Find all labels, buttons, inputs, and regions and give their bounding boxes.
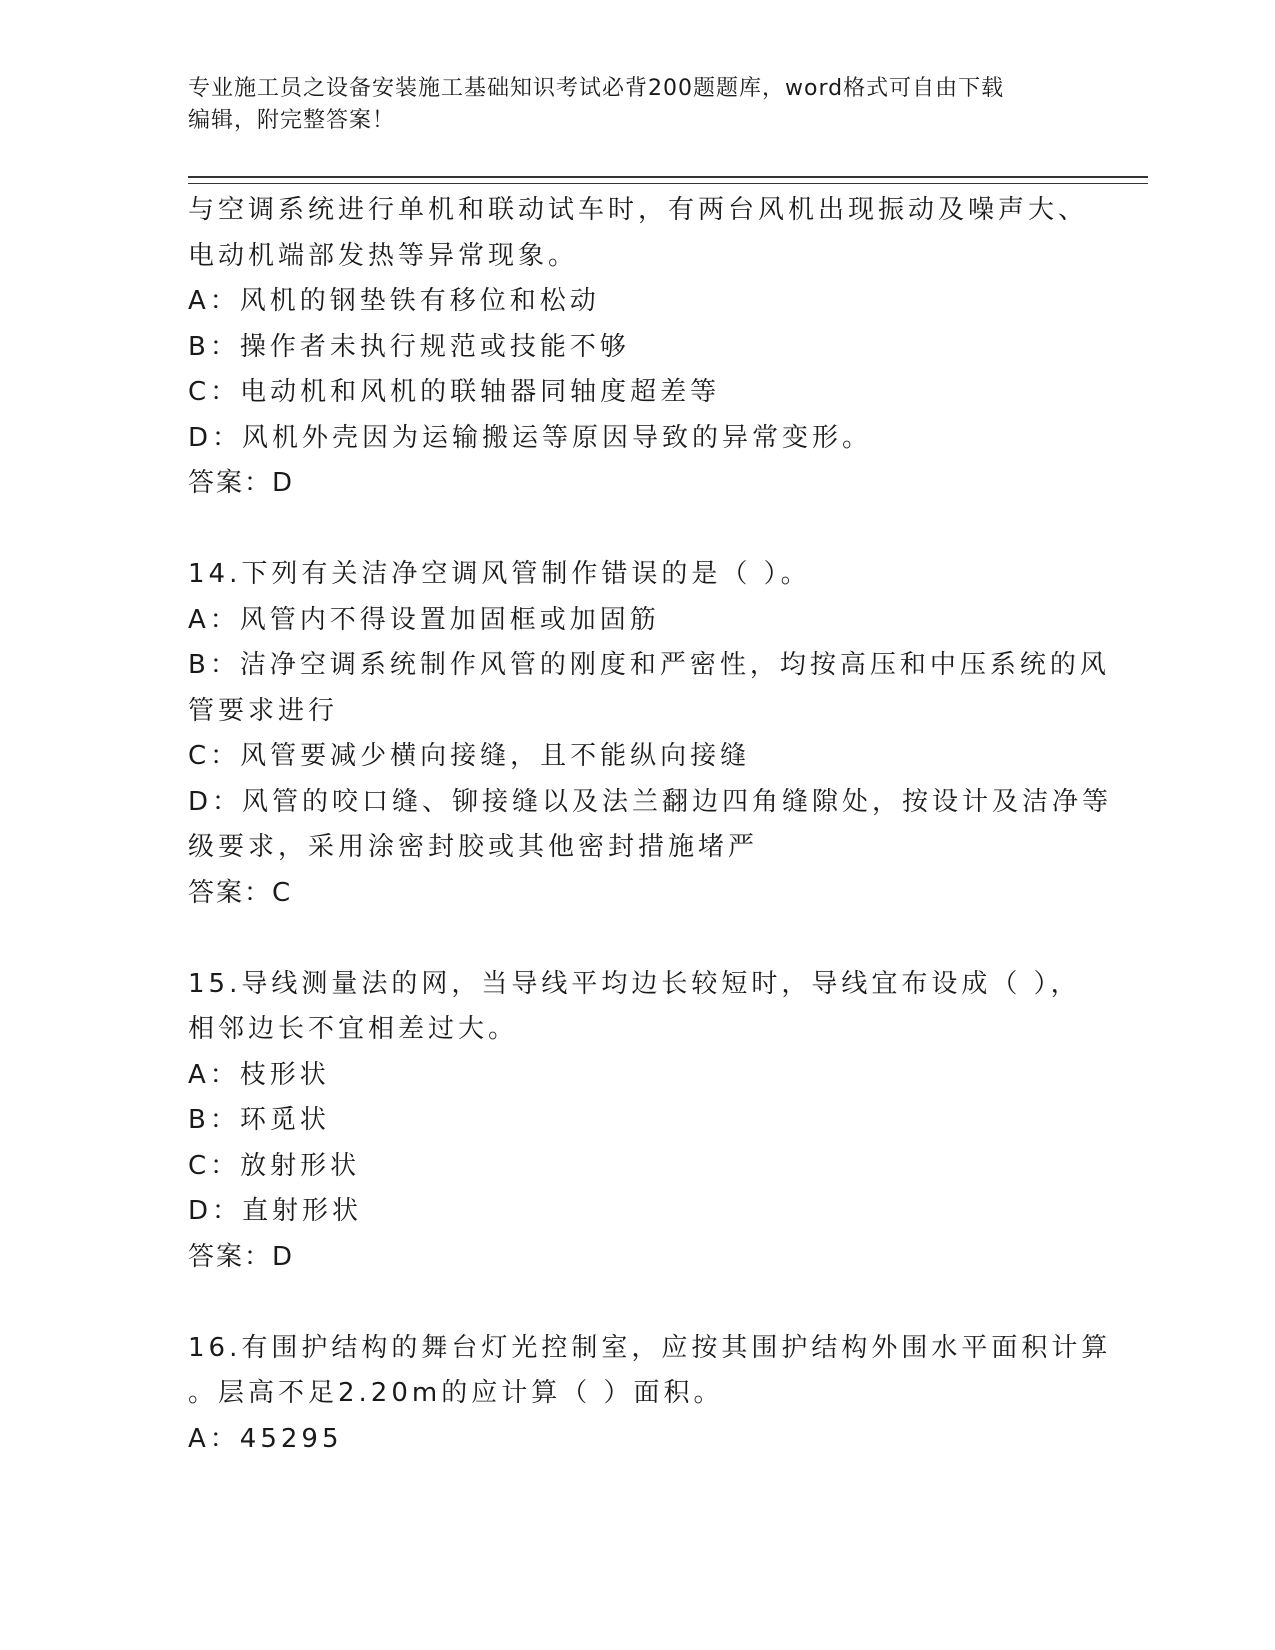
answer-text: 答案：C xyxy=(188,877,293,908)
question-stem: 。层高不足2.20m的应计算（ ）面积。 xyxy=(188,1378,724,1408)
question-stem: 16.有围护结构的舞台灯光控制室，应按其围护结构外围水平面积计算 xyxy=(188,1332,1112,1363)
option-d: D：风机外壳因为运输搬运等原因导致的异常变形。 xyxy=(188,422,873,453)
option-a: A：风管内不得设置加固框或加固筋 xyxy=(188,604,660,635)
spacer xyxy=(188,507,1088,553)
question-stem: 与空调系统进行单机和联动试车时，有两台风机出现振动及噪声大、 xyxy=(188,195,1089,225)
question-14 xyxy=(188,552,1113,916)
question-15 xyxy=(188,962,1088,1281)
spacer xyxy=(188,916,1088,962)
question-list xyxy=(188,188,1113,1462)
option-b: B：操作者未执行规范或技能不够 xyxy=(188,331,630,362)
header-divider-thin xyxy=(188,183,1148,184)
header-divider-thick xyxy=(188,176,1148,178)
option-c: C：电动机和风机的联轴器同轴度超差等 xyxy=(188,377,721,407)
option-a: A：45295 xyxy=(188,1423,343,1454)
answer-text: 答案：D xyxy=(188,468,295,498)
option-b-cont: 管要求进行 xyxy=(188,695,339,726)
option-a: A：枝形状 xyxy=(188,1059,330,1090)
header-title-line-2: 编辑，附完整答案！ xyxy=(188,108,396,133)
question-stem: 15.导线测量法的网，当导线平均边长较短时，导线宜布设成（ ）， xyxy=(188,968,1081,999)
option-d-cont: 级要求，采用涂密封胶或其他密封措施堵严 xyxy=(188,832,759,862)
document-header xyxy=(188,73,1068,137)
spacer xyxy=(188,1280,1088,1326)
question-stem: 相邻边长不宜相差过大。 xyxy=(188,1014,519,1044)
option-c: C：风管要减少横向接缝，且不能纵向接缝 xyxy=(188,741,751,771)
question-13 xyxy=(188,188,1088,507)
question-16 xyxy=(188,1326,1112,1463)
option-b: B：环觅状 xyxy=(188,1105,330,1135)
option-c: C：放射形状 xyxy=(188,1150,361,1181)
question-stem: 电动机端部发热等异常现象。 xyxy=(188,240,579,271)
option-d: D：风管的咬口缝、铆接缝以及法兰翻边四角缝隙处，按设计及洁净等 xyxy=(188,786,1113,817)
answer-text: 答案：D xyxy=(188,1241,295,1272)
option-a: A：风机的钢垫铁有移位和松动 xyxy=(188,286,600,316)
option-b: B：洁净空调系统制作风管的刚度和严密性，均按高压和中压系统的风 xyxy=(188,650,1110,680)
option-d: D：直射形状 xyxy=(188,1196,363,1226)
question-stem: 14.下列有关洁净空调风管制作错误的是（ ）。 xyxy=(188,559,811,589)
header-title-line-1: 专业施工员之设备安装施工基础知识考试必背200题题库，word格式可自由下载 xyxy=(188,76,1005,101)
